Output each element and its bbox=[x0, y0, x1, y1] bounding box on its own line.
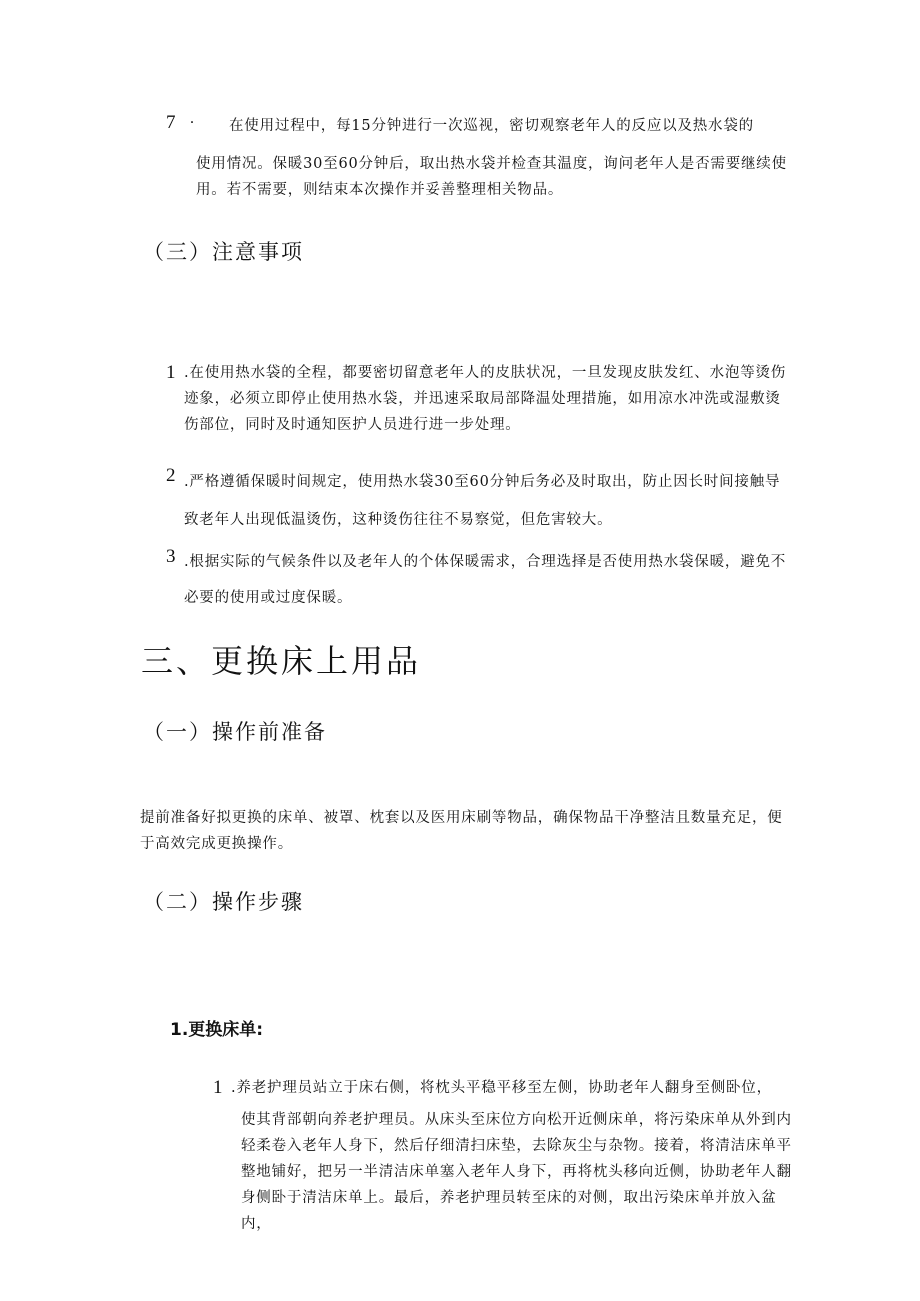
note-3 bbox=[0, 543, 920, 606]
note-2-number: 2 bbox=[166, 465, 176, 486]
notes-heading: （三）注意事项 bbox=[143, 240, 304, 264]
note-2-text: .严格遵循保暖时间规定，使用热水袋30至60分钟后务必及时取出，防止因长时间接触导致老年人出现低温烫伤，这种烫伤往往不易察觉，但危害较大。 bbox=[184, 474, 781, 528]
note-2 bbox=[0, 462, 920, 528]
step-1 bbox=[0, 1072, 920, 1232]
item-7-line1: 在使用过程中，每15分钟进行一次巡视，密切观察老年人的反应以及热水袋的 bbox=[229, 118, 754, 134]
item-7-rest: 使用情况。保暖30至60分钟后，取出热水袋并检查其温度，询问老年人是否需要继续使用。若不需要，则结束本次操作并妥善整理相关物品。 bbox=[196, 156, 787, 198]
step-title: 1.更换床单: bbox=[170, 1020, 264, 1040]
note-1 bbox=[0, 359, 920, 449]
note-1-number: 1 bbox=[166, 362, 176, 383]
prep-heading: （一）操作前准备 bbox=[143, 720, 327, 744]
steps-heading: （二）操作步骤 bbox=[143, 890, 304, 914]
note-3-number: 3 bbox=[166, 546, 176, 567]
item-7 bbox=[0, 0, 920, 210]
item-7-number: 7 bbox=[166, 112, 176, 133]
step-1-line1: .养老护理员站立于床右侧，将枕头平稳平移至左侧，协助老年人翻身至侧卧位， bbox=[231, 1080, 772, 1096]
prep-text: 提前准备好拟更换的床单、被罩、枕套以及医用床刷等物品，确保物品干净整洁且数量充足，便于高效完成更换操作。 bbox=[140, 810, 783, 852]
note-1-text: .在使用热水袋的全程，都要密切留意老年人的皮肤状况，一旦发现皮肤发红、水泡等烫伤迹象，必须立即停止使用热水袋，并迅速采取局部降温处理措施，如用凉水冲洗或湿敷烫伤部位，同时及时通知医护人员进行进一步处理。 bbox=[184, 365, 787, 433]
note-3-text: .根据实际的气候条件以及老年人的个体保暖需求，合理选择是否使用热水袋保暖，避免不必要的使用或过度保暖。 bbox=[184, 554, 787, 606]
main-heading: 三、更换床上用品 bbox=[141, 642, 422, 680]
item-7-dot: . bbox=[190, 110, 194, 127]
step-1-number: 1 bbox=[213, 1077, 223, 1098]
step-1-rest: 使其背部朝向养老护理员。从床头至床位方向松开近侧床单，将污染床单从外到内轻柔卷入老年人身下，然后仔细清扫床垫，去除灰尘与杂物。接着，将清洁床单平整地铺好，把另一半清洁床单塞入老年人身下，再将枕头移向近侧，协助老年人翻身侧卧于清洁床单上。最后，养老护理员转至床的对侧，取出污染床单并放入盆内， bbox=[241, 1112, 792, 1232]
